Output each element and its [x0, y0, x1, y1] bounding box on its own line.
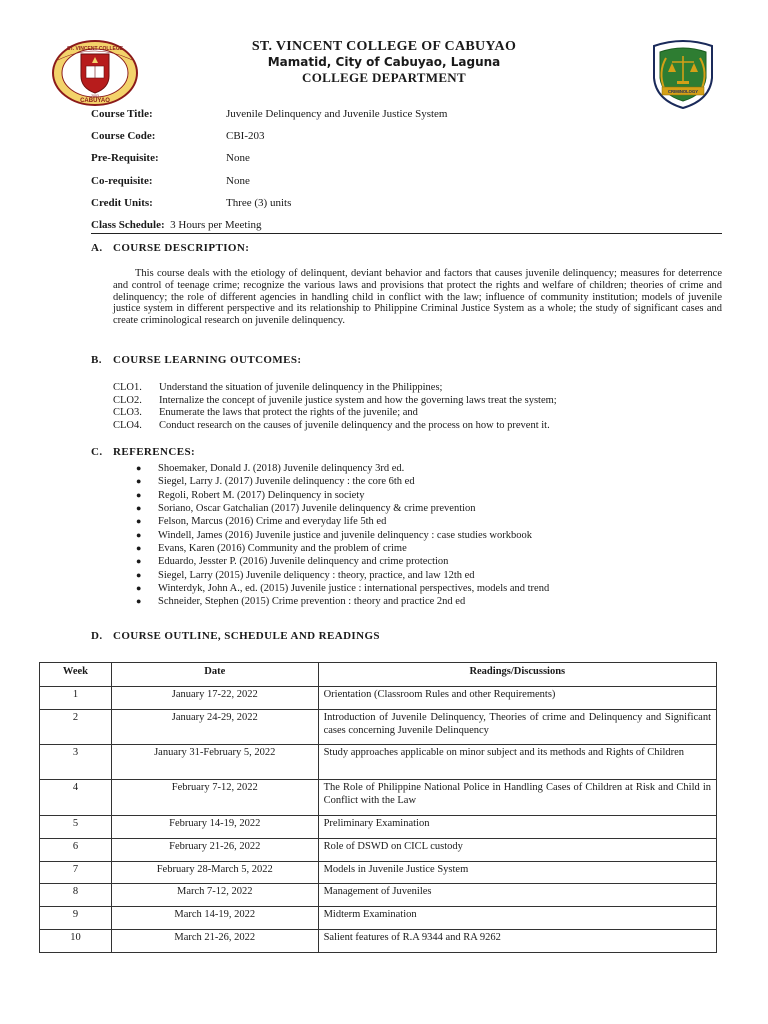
week-cell: 3 [40, 745, 112, 780]
outcome-text: Understand the situation of juvenile delinquency in the Philippines; [159, 382, 443, 393]
outcome-code: CLO4. [113, 420, 142, 431]
course-title-label: Course Title: [91, 108, 153, 120]
reference-text: Winterdyk, John A., ed. (2015) Juvenile justice : international perspectives, models and trend [158, 583, 550, 595]
course-description-text: This course deals with the etiology of delinquent, deviant behavior and factors that causes juvenile delinquency; measures for deterrence and control of teenage crime; recognize the various laws and provisions that protect the rights and welfare of children; theories of crime and delinquency; the role of different agencies in handling child in conflict with the law; influence of community institution; models of juvenile justice system in different perspective and its relationship to Philippine Criminal Justice System as a whole; the study of significant cases and create criminological research on juvenile delinquency. [113, 268, 722, 327]
date-cell: January 24-29, 2022 [111, 710, 318, 745]
reading-cell: Orientation (Classroom Rules and other Requirements) [318, 687, 716, 710]
outcome-item [113, 382, 442, 393]
table-row [40, 907, 717, 930]
week-cell: 7 [40, 862, 112, 884]
table-row [40, 930, 717, 953]
table-row [40, 710, 717, 745]
shield-ribbon-text: CRIMINOLOGY [667, 89, 699, 94]
bullet-icon: ● [136, 463, 142, 473]
outcome-text: Internalize the concept of juvenile justice system and how the governing laws treat the system; [159, 395, 557, 406]
outcome-code: CLO1. [113, 382, 142, 393]
week-cell: 1 [40, 687, 112, 710]
outcome-item [113, 407, 418, 418]
corequisite-label: Co-requisite: [91, 175, 153, 187]
reference-text: Soriano, Oscar Gatchalian (2017) Juvenile delinquency & crime prevention [158, 503, 476, 515]
outcome-text: Conduct research on the causes of juvenile delinquency and the process on how to prevent it. [159, 420, 550, 431]
prerequisite-label: Pre-Requisite: [91, 152, 159, 164]
reference-item [136, 542, 549, 555]
week-cell: 9 [40, 907, 112, 930]
date-cell: February 7-12, 2022 [111, 780, 318, 816]
outcome-code: CLO2. [113, 395, 142, 406]
reading-cell: Role of DSWD on CICL custody [318, 839, 716, 862]
reference-item [136, 569, 549, 582]
table-row [40, 745, 717, 780]
reading-cell: Salient features of R.A 9344 and RA 9262 [318, 930, 716, 953]
bullet-icon: ● [136, 476, 142, 487]
bullet-icon: ● [136, 543, 142, 554]
bullet-icon: ● [136, 503, 142, 514]
section-c-heading [91, 446, 195, 458]
date-cell: February 21-26, 2022 [111, 839, 318, 862]
course-description [113, 268, 722, 327]
header-divider [91, 233, 722, 234]
references-list [136, 462, 549, 609]
reading-cell: The Role of Philippine National Police in Handling Cases of Children at Risk and Child in Conflict with the Law [318, 780, 716, 816]
reference-item [136, 475, 549, 488]
credit-units-value: Three (3) units [226, 197, 292, 209]
bullet-icon: ● [136, 556, 142, 567]
date-cell: February 28-March 5, 2022 [111, 862, 318, 884]
section-b-title: COURSE LEARNING OUTCOMES: [113, 354, 302, 366]
reference-text: Siegel, Larry (2015) Juvenile deliquency : theory, practice, and law 12th ed [158, 569, 475, 581]
corequisite-value: None [226, 175, 250, 187]
reference-text: Felson, Marcus (2016) Crime and everyday life 5th ed [158, 516, 387, 528]
reference-item [136, 555, 549, 568]
course-code-value: CBI-203 [226, 130, 265, 142]
date-cell: March 7-12, 2022 [111, 884, 318, 907]
class-schedule-value: 3 Hours per Meeting [170, 219, 262, 231]
reference-item [136, 529, 549, 542]
reference-item [136, 462, 549, 475]
reference-text: Evans, Karen (2016) Community and the problem of crime [158, 543, 407, 555]
reading-cell: Models in Juvenile Justice System [318, 862, 716, 884]
section-d-title: COURSE OUTLINE, SCHEDULE AND READINGS [113, 630, 380, 642]
reference-text: Regoli, Robert M. (2017) Delinquency in society [158, 489, 365, 501]
bullet-icon: ● [136, 569, 142, 580]
week-cell: 10 [40, 930, 112, 953]
table-row [40, 839, 717, 862]
bullet-icon: ● [136, 489, 142, 500]
school-name: ST. VINCENT COLLEGE OF CABUYAO [251, 39, 517, 54]
reading-cell: Study approaches applicable on minor subject and its methods and Rights of Children [318, 745, 716, 780]
week-cell: 5 [40, 816, 112, 839]
course-code-label: Course Code: [91, 130, 156, 142]
section-a-title: COURSE DESCRIPTION: [113, 242, 250, 254]
outcome-text: Enumerate the laws that protect the rights of the juvenile; and [159, 407, 418, 418]
date-cell: January 17-22, 2022 [111, 687, 318, 710]
week-cell: 8 [40, 884, 112, 907]
section-d-letter: D. [91, 630, 103, 642]
bullet-icon: ● [136, 583, 142, 594]
prerequisite-value: None [226, 152, 250, 164]
section-c-title: REFERENCES: [113, 446, 196, 458]
date-cell: March 21-26, 2022 [111, 930, 318, 953]
table-row [40, 780, 717, 816]
reading-cell: Introduction of Juvenile Delinquency, Theories of crime and Delinquency and Significant cases concerning Juvenile Delinquency [318, 710, 716, 745]
course-title-value: Juvenile Delinquency and Juvenile Justice System [226, 108, 448, 120]
table-row [40, 816, 717, 839]
class-schedule-row [91, 219, 262, 231]
bullet-icon: ● [136, 516, 142, 527]
reference-item [136, 489, 549, 502]
table-row [40, 687, 717, 710]
week-cell: 2 [40, 710, 112, 745]
readings-column-header: Readings/Discussions [318, 663, 716, 687]
reference-item [136, 502, 549, 515]
department-name: COLLEGE DEPARTMENT [302, 70, 466, 85]
reading-cell: Management of Juveniles [318, 884, 716, 907]
table-header-row [40, 663, 717, 687]
course-outline-table [39, 662, 717, 953]
outcome-item [113, 420, 550, 431]
reference-text: Siegel, Larry J. (2017) Juvenile delinquency : the core 6th ed [158, 476, 415, 488]
section-a-heading [91, 242, 249, 254]
date-cell: March 14-19, 2022 [111, 907, 318, 930]
reference-text: Windell, James (2016) Juvenile justice and juvenile delinquency : case studies workbook [158, 529, 532, 541]
section-b-letter: B. [91, 354, 102, 366]
date-cell: February 14-19, 2022 [111, 816, 318, 839]
reference-item [136, 582, 549, 595]
credit-units-label: Credit Units: [91, 197, 153, 209]
section-b-heading [91, 354, 301, 366]
week-cell: 6 [40, 839, 112, 862]
class-schedule-label: Class Schedule: [91, 219, 165, 231]
bullet-icon: ● [136, 596, 142, 607]
reference-item [136, 595, 549, 608]
reading-cell: Midterm Examination [318, 907, 716, 930]
week-cell: 4 [40, 780, 112, 816]
week-column-header: Week [40, 663, 112, 687]
bullet-icon: ● [136, 529, 142, 540]
section-a-letter: A. [91, 242, 103, 254]
reference-text: Shoemaker, Donald J. (2018) Juvenile delinquency 3rd ed. [158, 463, 405, 474]
date-column-header: Date [111, 663, 318, 687]
date-cell: January 31-February 5, 2022 [111, 745, 318, 780]
table-row [40, 862, 717, 884]
section-c-letter: C. [91, 446, 103, 458]
table-row [40, 884, 717, 907]
seal-bottom-text: CABUYAO [80, 98, 110, 104]
section-d-heading [91, 630, 380, 642]
outcome-code: CLO3. [113, 407, 142, 418]
outcome-item [113, 395, 557, 406]
reference-text: Schneider, Stephen (2015) Crime prevention : theory and practice 2nd ed [158, 596, 466, 608]
school-address: Mamatid, City of Cabuyao, Laguna [267, 55, 501, 69]
seal-top-text: ST. VINCENT COLLEGE [66, 46, 124, 52]
reading-cell: Preliminary Examination [318, 816, 716, 839]
reference-text: Eduardo, Jesster P. (2016) Juvenile delinquency and crime protection [158, 556, 449, 568]
reference-item [136, 515, 549, 528]
seal-year-text: 2003 [91, 94, 99, 98]
